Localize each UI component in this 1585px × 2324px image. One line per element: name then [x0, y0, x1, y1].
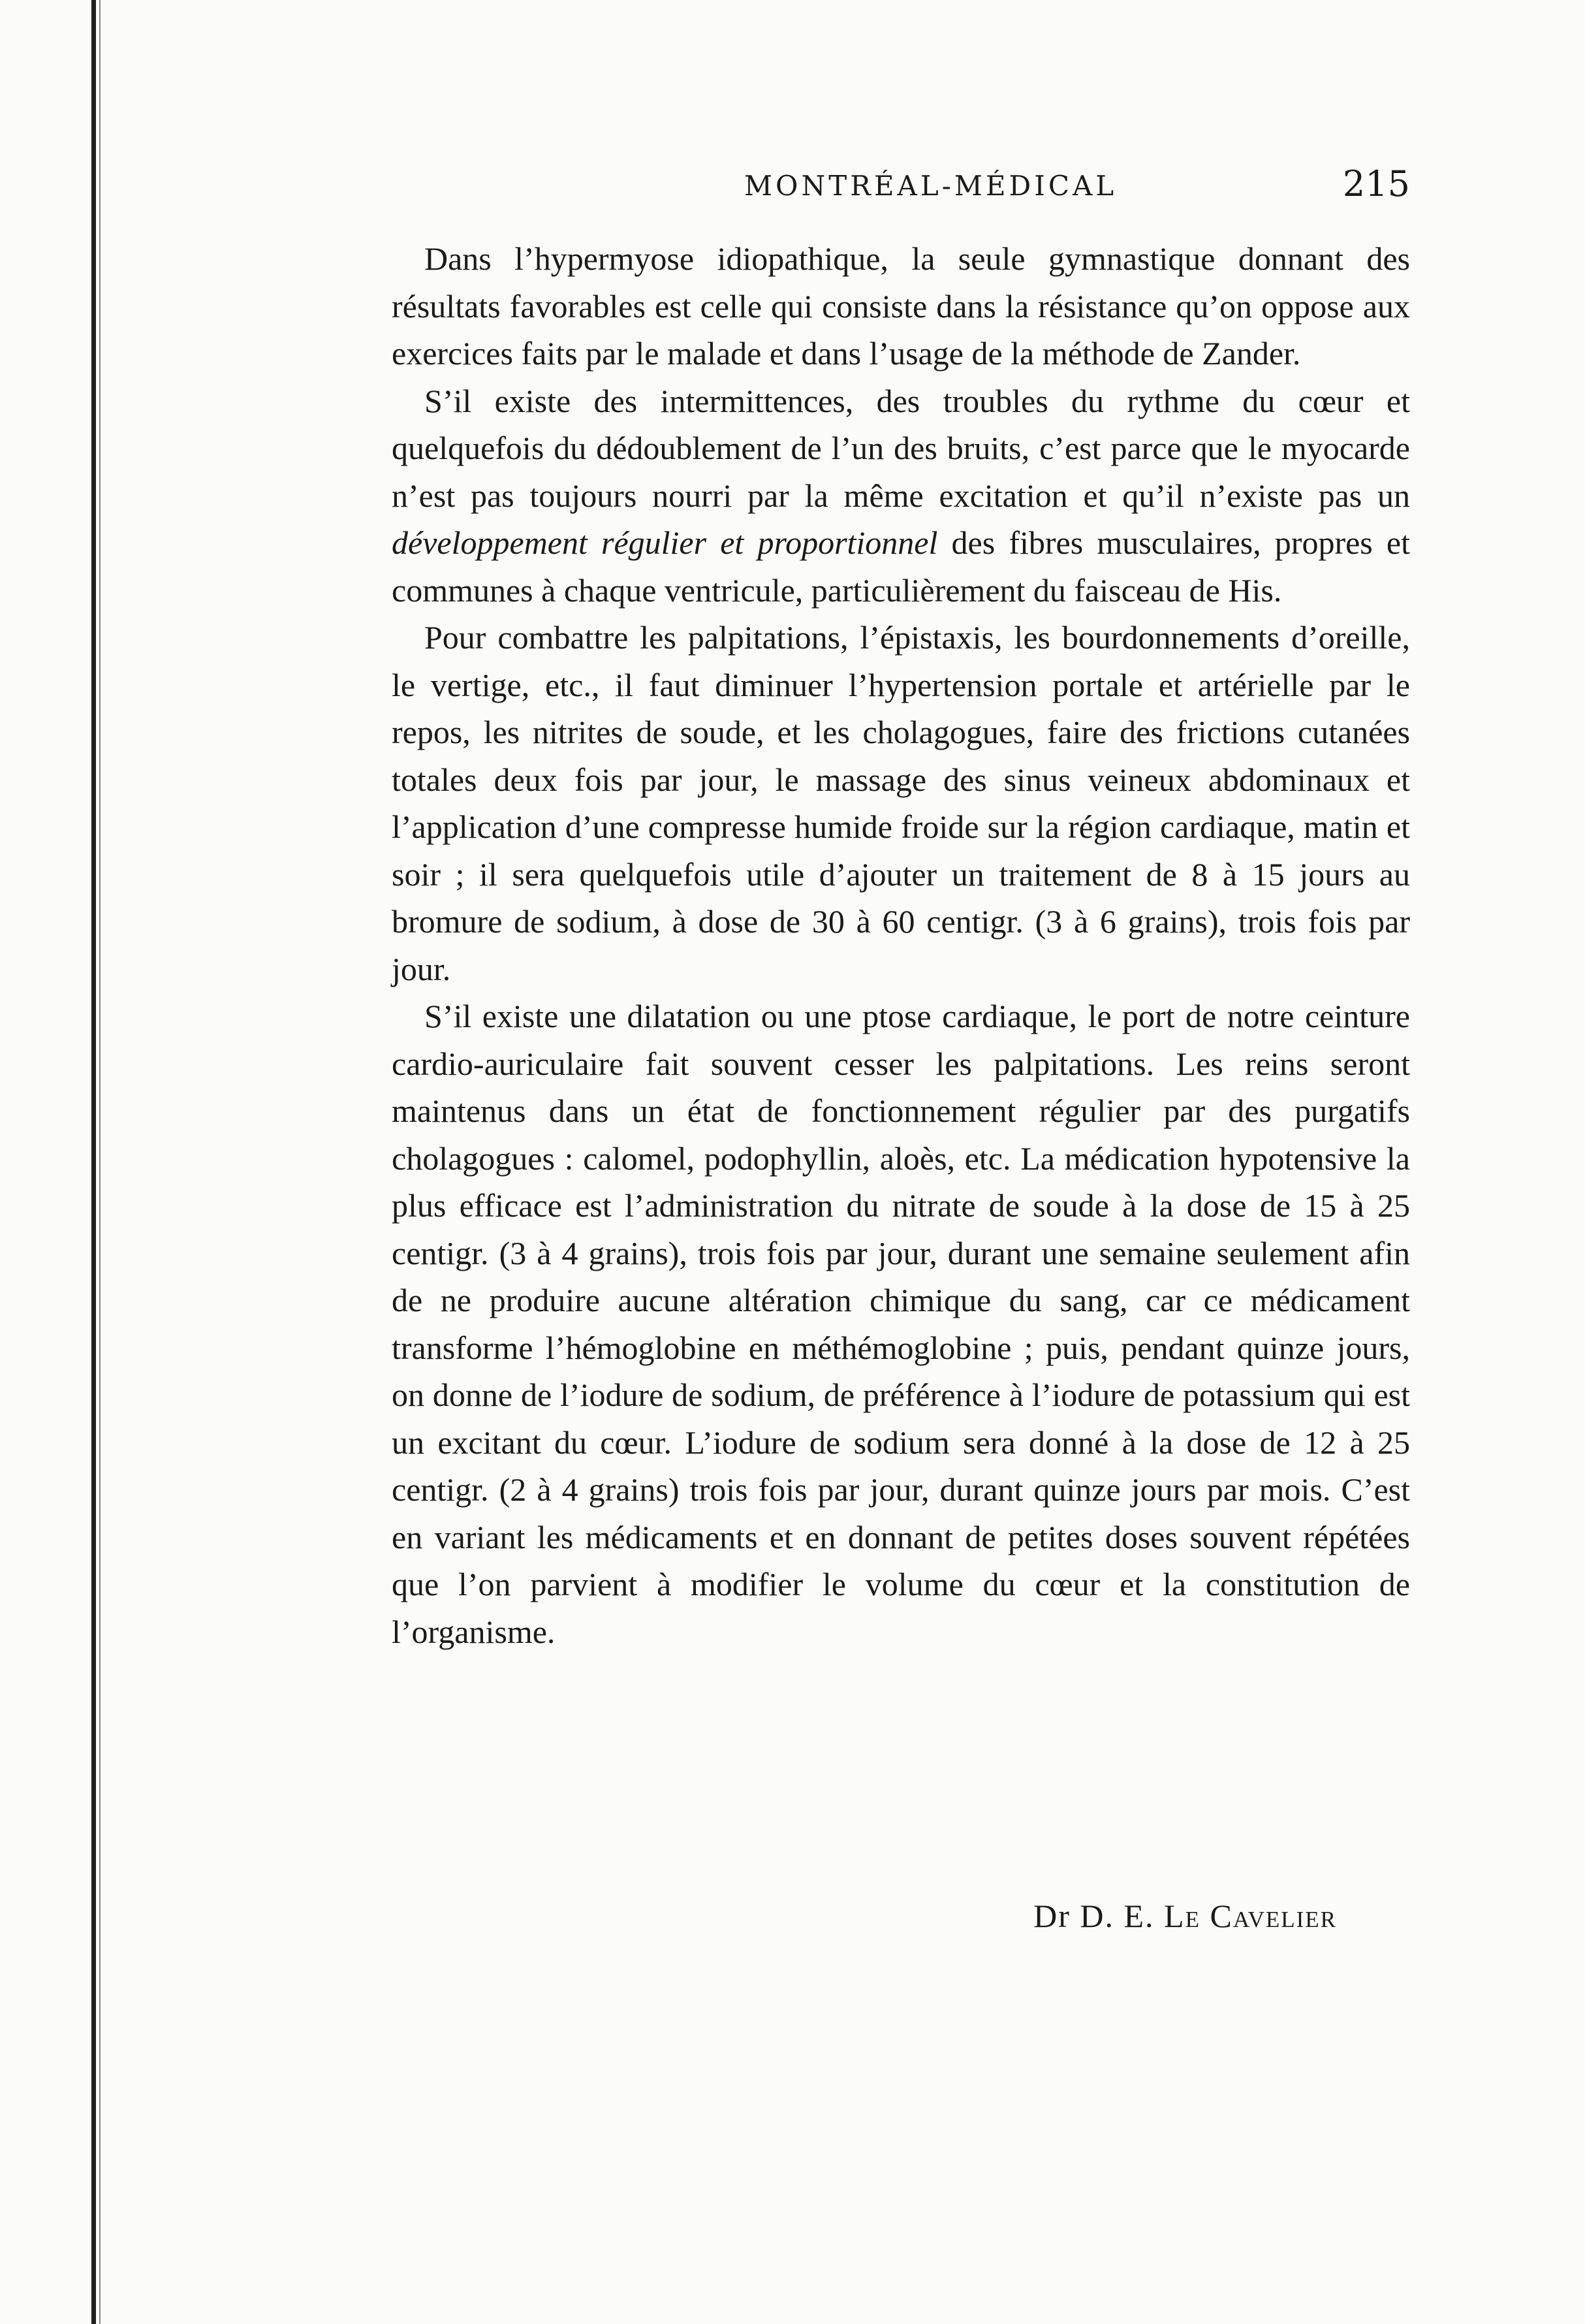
binding-edge-shadow — [99, 0, 101, 2324]
running-head — [392, 163, 1410, 209]
paragraph-dilatation: S’il existe une dilatation ou une ptose cardiaque, le port de notre ceinture cardio-auriculaire fait souvent cesser les palpitations. Les reins seront maintenus dans un état de fonctionnement régulier par des purgatifs cholagogues : calomel, podophyllin, aloès, etc. La médication hypotensive la plus efficace est l’administration du nitrate de soude à la dose de 15 à 25 centigr. (3 à 4 grains), trois fois par jour, durant une semaine seulement afin de ne produire aucune altération chimique du sang, car ce médicament transforme l’hémoglobine en méthémoglobine ; puis, pendant quinze jours, on donne de l’iodure de sodium, de préférence à l’iodure de potassium qui est un excitant du cœur. L’iodure de sodium sera donné à la dose de 12 à 25 centigr. (2 à 4 grains) trois fois par jour, durant quinze jours par mois. C’est en variant les médicaments et en donnant de petites doses souvent répétées que l’on parvient à modifier le volume du cœur et la constitution de l’organisme. — [392, 998, 1410, 1650]
page-number: 215 — [1342, 163, 1410, 204]
journal-title: MONTRÉAL-MÉDICAL — [744, 170, 1118, 202]
binding-edge — [91, 0, 96, 2324]
paragraph-intermittences — [392, 377, 1410, 614]
emphasis-developpement: développement régulier et proportionnel — [392, 524, 938, 561]
signature-name: Le Cavelier — [1164, 1898, 1337, 1934]
paragraph-palpitations: Pour combattre les palpitations, l’épistaxis, les bourdonnements d’oreille, le vertige, etc., il faut diminuer l’hypertension portale et artérielle par le repos, les nitrites de soude, et les cholagogues, faire des frictions cutanées totales deux fois par jour, le massage des sinus veineux abdominaux et l’application d’une compresse humide froide sur la région cardiaque, matin et soir ; il sera quelquefois utile d’ajouter un traitement de 8 à 15 jours au bromure de sodium, à dose de 30 à 60 centigr. (3 à 6 grains), trois fois par jour. — [392, 619, 1410, 987]
paragraph-gymnastics: Dans l’hypermyose idiopathique, la seule gymnastique donnant des résultats favorables est celle qui consiste dans la résistance qu’on oppose aux exercices faits par le malade et dans l’usage de la méthode de Zander. — [392, 240, 1410, 372]
author-signature — [1033, 1897, 1337, 1935]
article-body — [392, 235, 1410, 1655]
paragraph-intermittences-end: des fibres musculaires, propres et communes à chaque ventricule, particulièrement du faisceau de His. — [392, 524, 1410, 609]
signature-initials: Dr D. E. — [1033, 1898, 1155, 1934]
paragraph-intermittences-start: S’il existe des intermittences, des troubles du rythme du cœur et quelquefois du dédoublement de l’un des bruits, c’est parce que le myocarde n’est pas toujours nourri par la même excitation et qu’il n’existe pas un — [392, 382, 1410, 514]
